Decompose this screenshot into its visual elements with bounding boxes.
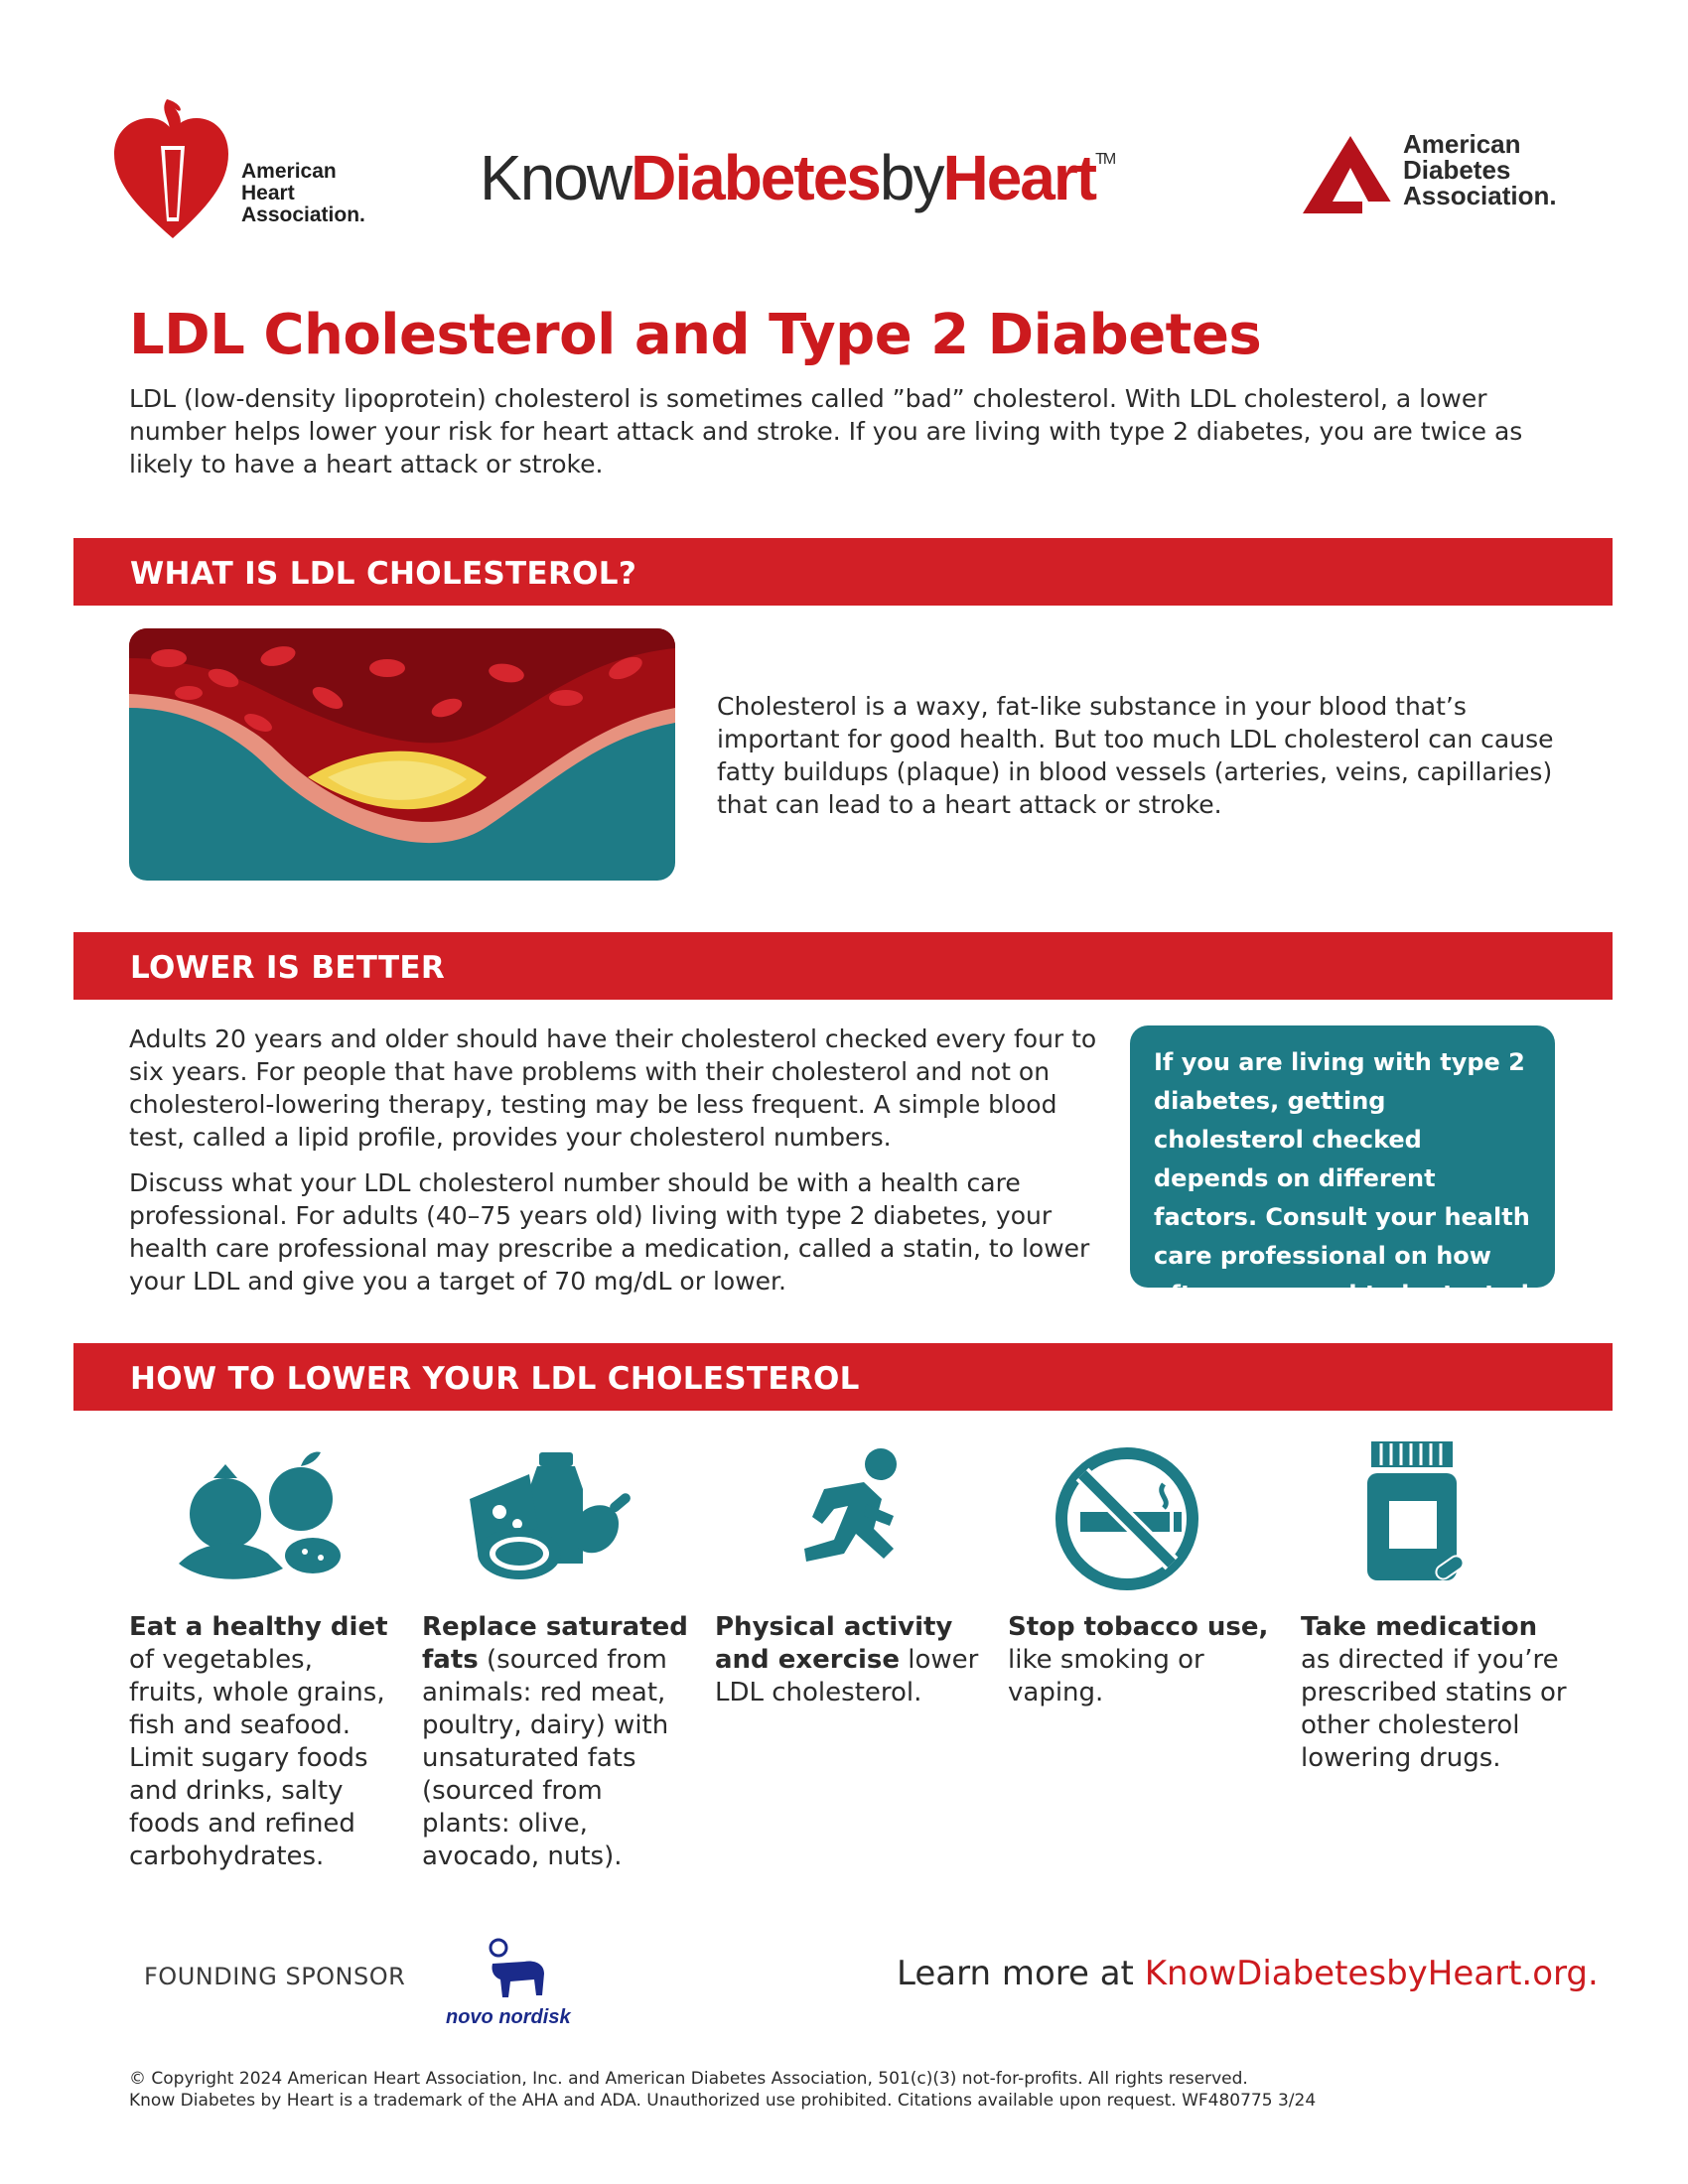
callout-text: If you are living with type 2 diabetes, getting cholesterol checked depends on different factors. Consult your health care professional on how often you need to be tested. (1154, 1048, 1539, 1308)
what-is-ldl-text: Cholesterol is a waxy, fat-like substance in your blood that’s important for good health. But too much LDL cholesterol can cause fatty buildups (plaque) in blood vessels (arteries, veins, capillaries) that can lead to a heart attack or stroke. (717, 692, 1554, 819)
saturated-fats-icon (460, 1444, 638, 1587)
tip-title: Take medication (1301, 1612, 1538, 1642)
tip-text: like smoking or vaping. (1008, 1645, 1204, 1707)
novo-nordisk-logo (485, 1936, 554, 2005)
section-header-how-to-lower (73, 1343, 1613, 1411)
ada-logo (1301, 134, 1400, 215)
logo-heart: Heart (942, 142, 1096, 213)
intro-paragraph: LDL (low-density lipoprotein) cholesterol is sometimes called ”bad” cholesterol. With LDL cholesterol, a lower number helps lower your risk for heart attack and stroke. If you are living with type 2 diabetes, you are twice as likely to have a heart attack or stroke. (129, 384, 1523, 478)
apis-bull-icon (485, 1936, 554, 2005)
learn-more-prefix: Learn more at (897, 1954, 1145, 1993)
tip-title: Eat a healthy diet (129, 1612, 388, 1642)
tip-text: lower LDL cholesterol. (715, 1645, 979, 1707)
no-smoking-icon (1053, 1444, 1201, 1597)
ada-name-line: Association. (1403, 181, 1557, 210)
tip-title: Stop tobacco use, (1008, 1612, 1269, 1642)
logo-diabetes: Diabetes (631, 142, 880, 213)
tip-title: Replace saturated fats (422, 1612, 688, 1675)
tip-text: (sourced from animals: red meat, poultry, dairy) with unsaturated fats (sourced from plants: olive, avocado, nuts). (422, 1645, 669, 1871)
copyright-line: © Copyright 2024 American Heart Association, Inc. and American Diabetes Association, 501(c)(3) not-for-profits. All rights reserved. (129, 2069, 1248, 2089)
program-logo (480, 141, 1114, 214)
founding-sponsor-label: FOUNDING SPONSOR (144, 1963, 406, 1990)
logo-by: by (879, 142, 943, 213)
section-heading: HOW TO LOWER YOUR LDL CHOLESTEROL (130, 1361, 860, 1397)
tip-take-medication (1301, 1611, 1574, 1775)
page-title: LDL Cholesterol and Type 2 Diabetes (129, 303, 1262, 367)
tip-title: Physical activity and exercise (715, 1612, 953, 1675)
lower-is-better-para1: Adults 20 years and older should have their cholesterol checked every four to six years. For people that have problems with their cholesterol and not on cholesterol-lowering therapy, testing may be less frequent. A simple blood test, called a lipid profile, provides your cholesterol numbers. (129, 1024, 1097, 1152)
aha-name-line: Heart (241, 182, 295, 205)
section-heading: WHAT IS LDL CHOLESTEROL? (130, 556, 637, 592)
section-header-what-is-ldl (73, 538, 1613, 606)
aha-logo (109, 94, 238, 243)
ada-triangle-icon (1301, 134, 1400, 215)
copyright (129, 2068, 1569, 2112)
tip-text: of vegetables, fruits, whole grains, fish and seafood. Limit sugary foods and drinks, salty foods and refined carbohydrates. (129, 1645, 385, 1871)
section-header-lower-is-better (73, 932, 1613, 1000)
heart-torch-icon (109, 94, 238, 243)
produce-icon (174, 1444, 343, 1587)
artery-illustration (129, 628, 675, 881)
website-link[interactable]: KnowDiabetesbyHeart.org (1144, 1954, 1588, 1993)
aha-name-line: Association. (241, 204, 365, 226)
trademark-line: Know Diabetes by Heart is a trademark of the AHA and ADA. Unauthorized use prohibited. Citations available upon request. WF480775 3/24 (129, 2091, 1317, 2111)
tip-physical-activity (715, 1611, 981, 1709)
tip-text: as directed if you’re prescribed statins or other cholesterol lowering drugs. (1301, 1645, 1567, 1773)
artery-plaque-icon (129, 628, 675, 881)
tip-stop-tobacco (1008, 1611, 1274, 1709)
lower-is-better-para2: Discuss what your LDL cholesterol number should be with a health care professional. For adults (40–75 years old) living with type 2 diabetes, your health care professional may prescribe a medication, called a statin, to lower your LDL and give you a target of 70 mg/dL or lower. (129, 1168, 1090, 1296)
section-heading: LOWER IS BETTER (130, 950, 446, 986)
tip-healthy-diet (129, 1611, 395, 1873)
medication-bottle-icon (1365, 1439, 1475, 1592)
sponsor-name: novo nordisk (446, 2006, 571, 2028)
tip-replace-fats (422, 1611, 688, 1873)
ada-name-line: American (1403, 129, 1521, 159)
aha-name (241, 161, 365, 226)
logo-know: Know (480, 142, 632, 213)
aha-name-line: American (241, 160, 337, 183)
ada-name-line: Diabetes (1403, 155, 1511, 185)
trademark: TM (1095, 151, 1115, 168)
learn-more (897, 1954, 1599, 1993)
ada-name (1403, 131, 1557, 208)
running-person-icon (784, 1444, 914, 1587)
testing-callout (1130, 1025, 1555, 1308)
learn-more-period: . (1587, 1954, 1599, 1993)
